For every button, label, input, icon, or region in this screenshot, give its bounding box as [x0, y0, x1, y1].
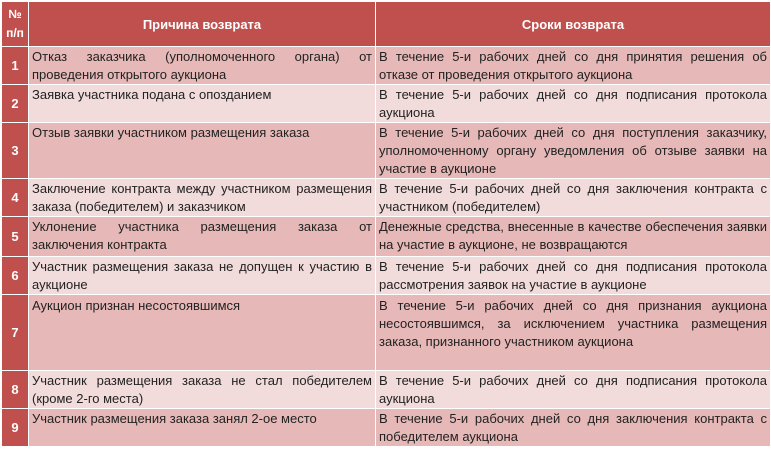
terms-cell: Денежные средства, внесенные в качестве обеспечения заявки на участие в аукционе, не возвращаются: [376, 217, 771, 257]
row-number: 3: [2, 123, 29, 179]
row-number: 2: [2, 85, 29, 123]
table-row: [2, 409, 771, 447]
row-number: 8: [2, 371, 29, 409]
terms-cell: В течение 5-и рабочих дней со дня поступления заказчику, уполномоченному органу уведомления об отзыве заявки на участие в аукционе: [376, 123, 771, 179]
table-row: [2, 123, 771, 179]
row-number: 4: [2, 179, 29, 217]
reason-cell: Заявка участника подана с опозданием: [29, 85, 376, 123]
row-number: 6: [2, 257, 29, 295]
reason-cell: Заключение контракта между участником размещения заказа (победителем) и заказчиком: [29, 179, 376, 217]
reason-cell: Уклонение участника размещения заказа от заключения контракта: [29, 217, 376, 257]
header-terms: Сроки возврата: [376, 2, 771, 47]
reason-cell: Аукцион признан несостоявшимся: [29, 295, 376, 371]
terms-cell: В течение 5-и рабочих дней со дня заключения контракта с победителем аукциона: [376, 409, 771, 447]
reason-cell: Участник размещения заказа не допущен к участию в аукционе: [29, 257, 376, 295]
table-row: [2, 179, 771, 217]
terms-cell: В течение 5-и рабочих дней со дня принятия решения об отказе от проведения открытого аукциона: [376, 47, 771, 85]
header-number-bottom: п/п: [6, 26, 24, 40]
row-number: 1: [2, 47, 29, 85]
table-row: [2, 257, 771, 295]
terms-cell: В течение 5-и рабочих дней со дня признания аукциона несостоявшимся, за исключением участника размещения заказа, признанного участником аукциона: [376, 295, 771, 371]
reason-cell: Отзыв заявки участником размещения заказа: [29, 123, 376, 179]
terms-cell: В течение 5-и рабочих дней со дня подписания протокола рассмотрения заявок на участие в аукционе: [376, 257, 771, 295]
reason-cell: Отказ заказчика (уполномоченного органа) от проведения открытого аукциона: [29, 47, 376, 85]
table-row: [2, 371, 771, 409]
row-number: 5: [2, 217, 29, 257]
header-reason: Причина возврата: [29, 2, 376, 47]
row-number: 7: [2, 295, 29, 371]
header-number: [2, 2, 29, 47]
reason-cell: Участник размещения заказа занял 2-ое место: [29, 409, 376, 447]
header-number-top: №: [8, 7, 22, 21]
table-row: [2, 47, 771, 85]
table-row: [2, 85, 771, 123]
reason-cell: Участник размещения заказа не стал победителем (кроме 2-го места): [29, 371, 376, 409]
header-row: [2, 2, 771, 47]
row-number: 9: [2, 409, 29, 447]
table-row: [2, 217, 771, 257]
table-row: [2, 295, 771, 371]
terms-cell: В течение 5-и рабочих дней со дня подписания протокола аукциона: [376, 85, 771, 123]
terms-cell: В течение 5-и рабочих дней со дня заключения контракта с участником (победителем): [376, 179, 771, 217]
terms-cell: В течение 5-и рабочих дней со дня подписания протокола аукциона: [376, 371, 771, 409]
returns-table: [1, 1, 771, 447]
